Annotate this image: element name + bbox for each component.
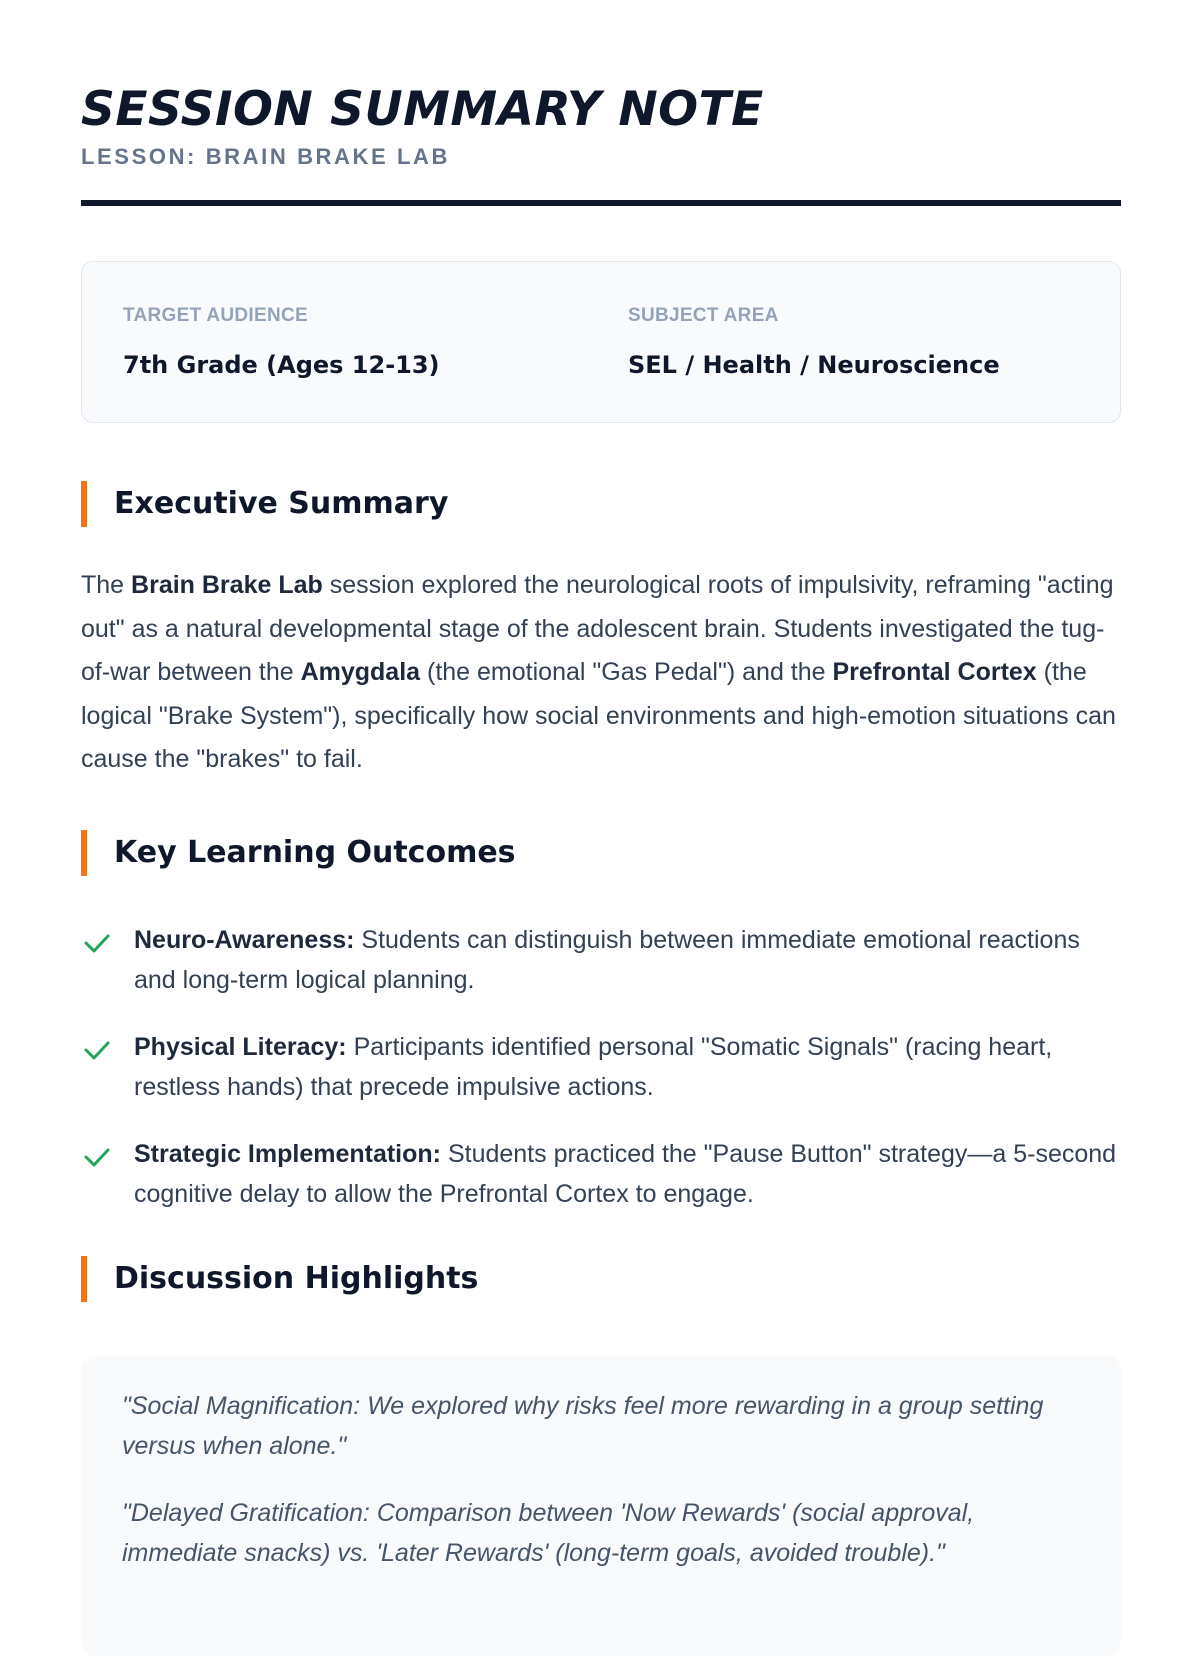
outcome-text: Students practiced the "Pause Button" strategy—a 5-second cognitive delay to allow the Prefrontal Cortex to engage. [134,1140,1117,1208]
checkmark-icon [83,932,111,954]
checkmark-icon [83,1146,111,1168]
section-accent-bar [81,830,87,876]
highlights-card [81,1356,1121,1656]
section-title: Key Learning Outcomes [114,835,516,870]
audience-block [123,304,440,380]
summary-term: Brain Brake Lab [131,571,323,599]
list-item [81,920,1121,1000]
subject-block [628,304,1000,380]
meta-card [81,261,1121,423]
list-item [81,1027,1121,1107]
outcome-text: Students can distinguish between immediate emotional reactions and long-term logical planning. [134,926,1080,994]
highlight-quote: "Delayed Gratification: Comparison between 'Now Rewards' (social approval, immediate snacks) vs. 'Later Rewards' (long-term goals, avoided trouble)." [122,1499,975,1567]
summary-term: Prefrontal Cortex [832,658,1037,686]
summary-text: session explored the neurological roots of impulsivity, reframing "acting out" as a natural developmental stage of the adolescent brain. Students investigated the tug-of-war between the [81,571,1114,686]
outcome-title: Strategic Implementation: [134,1140,441,1168]
subject-value: SEL / Health / Neuroscience [628,351,1000,379]
subject-label: SUBJECT AREA [628,305,779,326]
summary-text: (the logical "Brake System"), specifically how social environments and high-emotion situations can cause the "brakes" to fail. [81,658,1116,773]
audience-label: TARGET AUDIENCE [123,305,308,326]
list-item [81,1134,1121,1214]
section-accent-bar [81,1256,87,1302]
outcome-text: Participants identified personal "Somatic Signals" (racing heart, restless hands) that precede impulsive actions. [134,1033,1053,1101]
lesson-subtitle: LESSON: BRAIN BRAKE LAB [81,144,451,169]
section-title: Executive Summary [114,486,449,521]
summary-text: The [81,571,132,599]
section-title: Discussion Highlights [114,1261,479,1296]
summary-paragraph [81,564,1121,782]
summary-term: Amygdala [300,658,421,686]
outcome-title: Physical Literacy: [134,1033,347,1061]
audience-value: 7th Grade (Ages 12-13) [123,351,440,379]
outcome-title: Neuro-Awareness: [134,926,355,954]
highlight-quote: "Social Magnification: We explored why risks feel more rewarding in a group setting versus when alone." [122,1392,1044,1460]
header-divider [81,200,1121,206]
checkmark-icon [83,1039,111,1061]
summary-text: (the emotional "Gas Pedal") and the [420,658,833,686]
section-accent-bar [81,481,87,527]
page-title: SESSION SUMMARY NOTE [81,82,764,137]
outcomes-list [81,920,1121,1241]
